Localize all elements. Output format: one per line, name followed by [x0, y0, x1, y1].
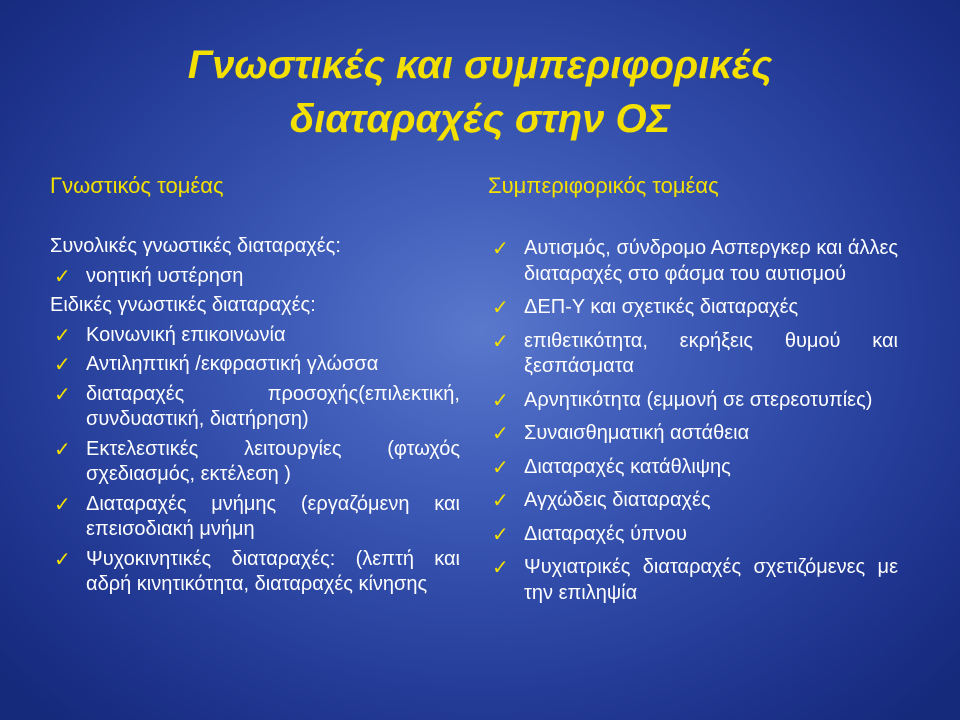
item-text: Κοινωνική επικοινωνία [86, 323, 286, 346]
checkmark-icon: ✓ [54, 436, 71, 461]
slide-title [120, 38, 840, 146]
list-item [488, 522, 898, 548]
item-text: νοητική υστέρηση [86, 264, 244, 287]
checkmark-icon: ✓ [492, 421, 509, 445]
list-item [50, 382, 460, 433]
specific-cognitive-heading: Ειδικές γνωστικές διαταραχές: [50, 294, 316, 316]
list-item [488, 329, 898, 380]
list-item [488, 421, 898, 447]
checkmark-icon: ✓ [492, 328, 509, 353]
checkmark-icon: ✓ [492, 555, 509, 579]
item-text: Εκτελεστικές λειτουργίες (φτωχός σχεδιασμός, εκτέλεση ) [86, 437, 460, 485]
item-text: Αυτισμός, σύνδρομο Ασπεργκερ και άλλες διαταραχές στο φάσμα του αυτισμού [524, 237, 898, 285]
list-item [488, 388, 898, 414]
checkmark-icon: ✓ [492, 387, 509, 412]
cognitive-list [50, 234, 460, 602]
title-line-1: Γνωστικές και συμπεριφορικές [187, 43, 773, 87]
item-text: επιθετικότητα, εκρήξεις θυμού και ξεσπάσματα [524, 329, 898, 377]
list-item [50, 437, 460, 488]
checkmark-icon: ✓ [492, 295, 509, 319]
cognitive-domain-heading: Γνωστικός τομέας [50, 173, 224, 198]
checkmark-icon: ✓ [54, 546, 71, 571]
item-text: ΔΕΠ-Υ και σχετικές διαταραχές [524, 296, 799, 318]
overall-cognitive-heading: Συνολικές γνωστικές διαταραχές: [50, 235, 341, 257]
checkmark-icon: ✓ [54, 352, 71, 376]
item-text: Ψυχοκινητικές διαταραχές: (λεπτή και αδρή κινητικότητα, διαταραχές κίνησης [86, 547, 460, 595]
list-item [50, 323, 460, 349]
list-item [488, 455, 898, 481]
checkmark-icon: ✓ [54, 381, 71, 406]
behavioral-list [488, 236, 898, 614]
checkmark-icon: ✓ [54, 263, 71, 288]
checkmark-icon: ✓ [54, 491, 71, 516]
item-text: Συναισθηματική αστάθεια [524, 422, 750, 444]
item-text: Αγχώδεις διαταραχές [524, 489, 711, 511]
behavioral-domain-heading: Συμπεριφορικός τομέας [488, 173, 719, 198]
checkmark-icon: ✓ [492, 521, 509, 546]
list-item [50, 352, 460, 378]
checkmark-icon: ✓ [492, 454, 509, 479]
checkmark-icon: ✓ [492, 488, 509, 512]
item-text: Αντιληπτική /εκφραστική γλώσσα [86, 353, 379, 375]
list-item [488, 236, 898, 287]
list-item [488, 555, 898, 606]
item-text: Αρνητικότητα (εμμονή σε στερεοτυπίες) [524, 388, 873, 411]
item-text: Διαταραχές μνήμης (εργαζόμενη και επεισοδιακή μνήμη [86, 492, 460, 540]
list-item [488, 295, 898, 321]
list-item [50, 547, 460, 598]
item-text: Ψυχιατρικές διαταραχές σχετιζόμενες με την επιληψία [524, 556, 898, 604]
checkmark-icon: ✓ [54, 322, 71, 347]
item-text: Διαταραχές κατάθλιψης [524, 455, 731, 478]
item-text: διαταραχές προσοχής(επιλεκτική, συνδυαστική, διατήρηση) [86, 382, 460, 430]
list-item [50, 264, 460, 290]
item-text: Διαταραχές ύπνου [524, 522, 687, 545]
list-item [50, 492, 460, 543]
checkmark-icon: ✓ [492, 236, 509, 260]
list-item [488, 488, 898, 514]
title-line-2: διαταραχές στην ΟΣ [289, 97, 671, 141]
